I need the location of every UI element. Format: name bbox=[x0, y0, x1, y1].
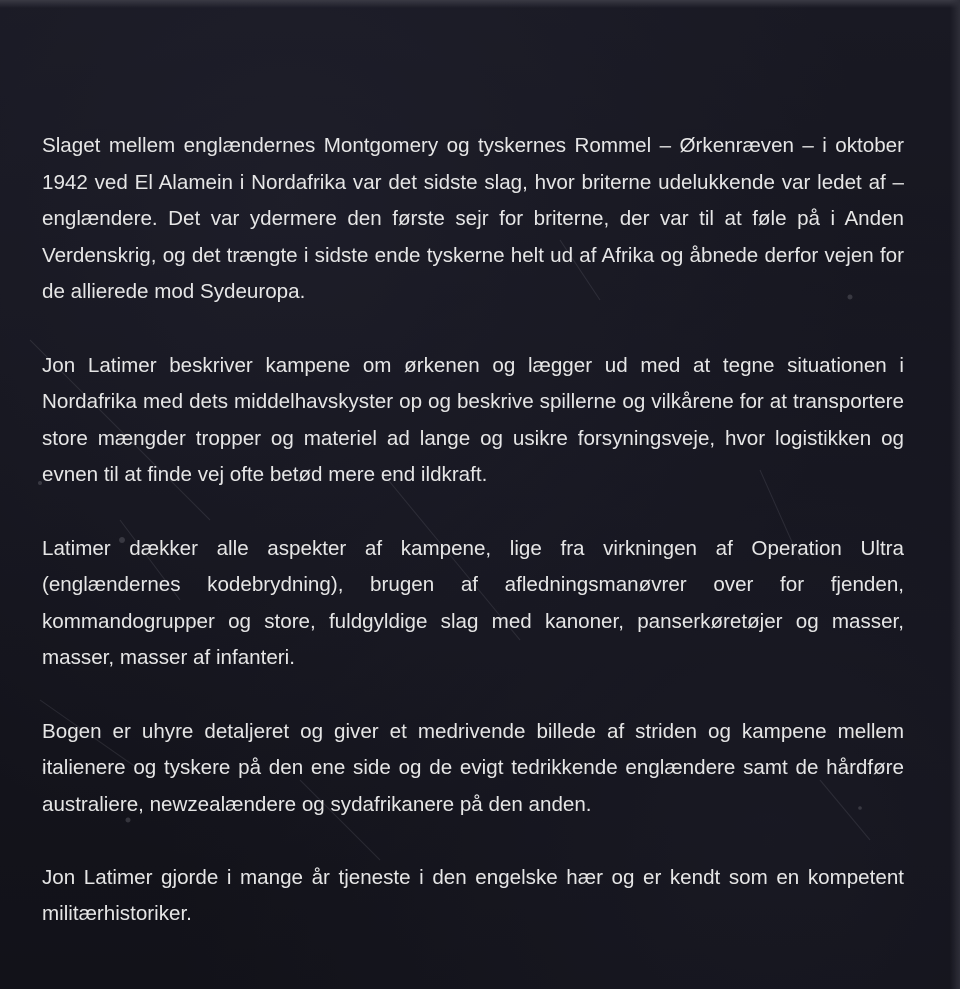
blurb-paragraph-4: Bogen er uhyre detaljeret og giver et medrivende billede af striden og kampene mellem italienere og tyskere på den ene side og de evigt tedrikkende englændere samt de hårdføre australiere, newzealændere og sydafrikanere på den anden. bbox=[42, 719, 904, 816]
blurb-paragraph-5: Jon Latimer gjorde i mange år tjeneste i den engelske hær og er kendt som en kompetent militærhistoriker. bbox=[42, 865, 904, 926]
blurb-paragraph-3: Latimer dækker alle aspekter af kampene, lige fra virkningen af Operation Ultra (englændernes kodebrydning), brugen af afledningsmanøvrer over for fjenden, kommandogrupper og store, fuldgyldige slag med kanoner, panserkøretøjer og masser, masser, masser af infanteri. bbox=[42, 536, 904, 670]
blurb-paragraph-1: Slaget mellem englændernes Montgomery og tyskernes Rommel – Ørkenræven – i oktober 1942 ved El Alamein i Nordafrika var det sidste slag, hvor briterne udelukkende var ledet af – englændere. Det var ydermere den første sejr for briterne, der var til at føle på i Anden Verdenskrig, og det trængte i sidste ende tyskerne helt ud af Afrika og åbnede derfor vejen for de allierede mod Sydeuropa. bbox=[42, 134, 904, 304]
blurb-paragraph-2: Jon Latimer beskriver kampene om ørkenen og lægger ud med at tegne situationen i Nordafrika med dets middelhavskyster op og beskrive spillerne og vilkårene for at transportere store mængder tropper og materiel ad lange og usikre forsyningsveje, hvor logistikken og evnen til at finde vej ofte betød mere end ildkraft. bbox=[42, 353, 904, 487]
back-cover-blurb bbox=[42, 128, 904, 970]
